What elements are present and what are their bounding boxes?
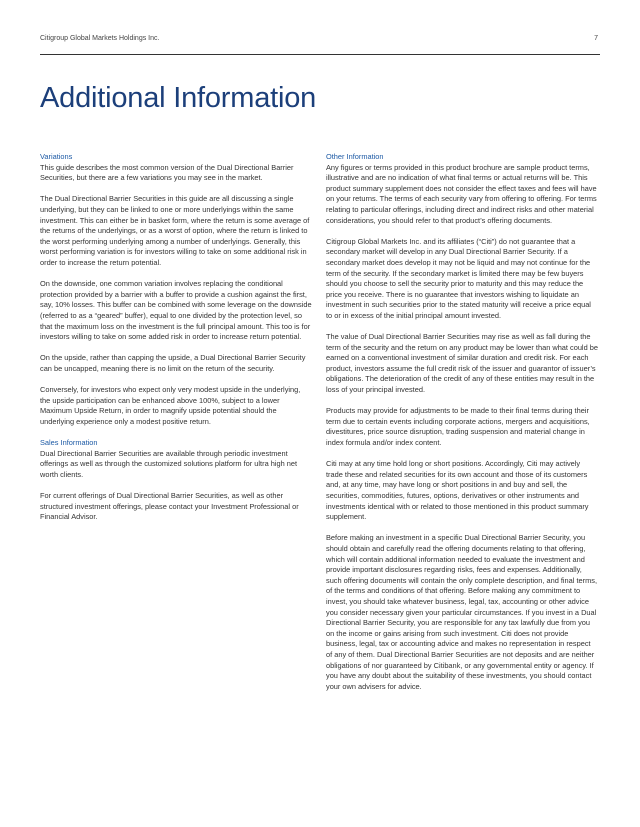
paragraph: Dual Directional Barrier Securities are available through periodic investment offerings as well as through the customized solutions platform for ultra high net worth clients. <box>40 448 298 479</box>
section-heading-other: Other Information <box>326 152 384 161</box>
page-header <box>40 35 600 49</box>
paragraph: Citi may at any time hold long or short positions. Accordingly, Citi may actively trade these and related securities for its own account and those of its customers and, at any time, may have long or short positions in and buy and sell, the securities, commodities, futures, options, derivatives or other instruments and investments identical with or related to those mentioned in this product summary supplement. <box>326 459 589 522</box>
paragraph: Any figures or terms provided in this product brochure are sample product terms, illustrative and are no indication of what final terms or actual returns will be. This product summary supplement does not consider the effect taxes and fees will have on your returns. The terms of each security vary from offering to offering. For terms relating to particular offerings, including direct and indirect risks and other material considerations, you should refer to that product’s offering documents. <box>326 162 597 225</box>
paragraph: On the upside, rather than capping the upside, a Dual Directional Barrier Security can be uncapped, meaning there is no limit on the return of the security. <box>40 353 306 373</box>
paragraph: Products may provide for adjustments to be made to their final terms during their term due to certain events including corporate actions, mergers and acquisitions, divestitures, price source disruption, trading suspension and material change in index formula and/or index content. <box>326 406 590 448</box>
paragraph: The Dual Directional Barrier Securities in this guide are all discussing a single underlying, but they can be linked to one or more underlyings within the same investment. This can either be in basket form, where the return is some average of the returns of the underlyings, or as a worst of option, where the return is linked to the worst performing underlying among a number of underlyings. Generally, this worst performing variation is for investors willing to take on some additional risk in order to increase the return potential. <box>40 194 310 267</box>
company-name: Citigroup Global Markets Holdings Inc. <box>40 35 160 42</box>
paragraph: The value of Dual Directional Barrier Securities may rise as well as fall during the term of the security and the return on any product may be lower than what could be earned on a conventional investment of similar duration and credit risk. For each product, investors assume the full credit risk of the issuer and guarantor of issuer’s obligations. The deterioration of the credit of any of these entities may result in the loss of your principal invested. <box>326 332 598 395</box>
page-number: 7 <box>594 35 598 42</box>
paragraph: Before making an investment in a specific Dual Directional Barrier Security, you should obtain and carefully read the offering documents relating to that offering, which will contain additional information needed to evaluate the investment and provide important disclosures regarding risks, fees and expenses. Additionally, such offering documents will contain the only complete description, and final terms, of the terms and conditions of that offering. Before making any commitment to invest, you should take whatever business, legal, tax, accounting or other advice you consider necessary given your particular circumstances. If you invest in a Dual Directional Barrier Security, you are responsible for any tax lawfully due from you on the income or gains arising from such investment. Citi does not provide business, legal, tax or accounting advice and makes no representation in respect of any of them. Dual Directional Barrier Securities are not deposits and are neither obligations of nor guaranteed by Citibank, or any governmental entity or agency. If you have any doubt about the suitability of these investments, you should contact your own advisers for advice. <box>326 533 597 691</box>
page-title: Additional Information <box>40 82 317 114</box>
header-divider <box>40 54 600 55</box>
right-column <box>326 152 598 703</box>
section-heading-variations: Variations <box>40 152 73 161</box>
paragraph: Citigroup Global Markets Inc. and its affiliates (“Citi”) do not guarantee that a secondary market will develop in any Dual Directional Barrier Security. If a secondary market does develop it may not be liquid and may not continue for the term of the security. If the secondary market is limited there may be few buyers should you choose to sell the security prior to maturity and this may reduce the price you receive. There is no guarantee that investors wishing to liquidate an investment in such securities prior to the stated maturity will receive a price equal to or in excess of the initial principal amount invested. <box>326 236 591 320</box>
paragraph: This guide describes the most common version of the Dual Directional Barrier Securities, but there are a few variations you may see in the market. <box>40 162 294 183</box>
paragraph: On the downside, one common variation involves replacing the conditional protection provided by a barrier with a buffer to provide a cushion against the first, say, 10% losses. This buffer can be combined with some leverage on the downside (referred to as a “geared” buffer), equal to one divided by the protection level, so that the maximum loss on the investment is the full principal amount. This too is for investors willing to take on some added risk in order to increase return potential. <box>40 279 312 342</box>
paragraph: For current offerings of Dual Directional Barrier Securities, as well as other structured investment offerings, please contact your Investment Professional or Financial Advisor. <box>40 491 299 522</box>
section-heading-sales: Sales Information <box>40 438 98 448</box>
paragraph: Conversely, for investors who expect only very modest upside in the underlying, the upside participation can be enhanced above 100%, subject to a lower Maximum Upside Return, in order to magnify upside potential should the underlying experience only a modest positive return. <box>40 385 301 426</box>
left-column <box>40 152 312 533</box>
